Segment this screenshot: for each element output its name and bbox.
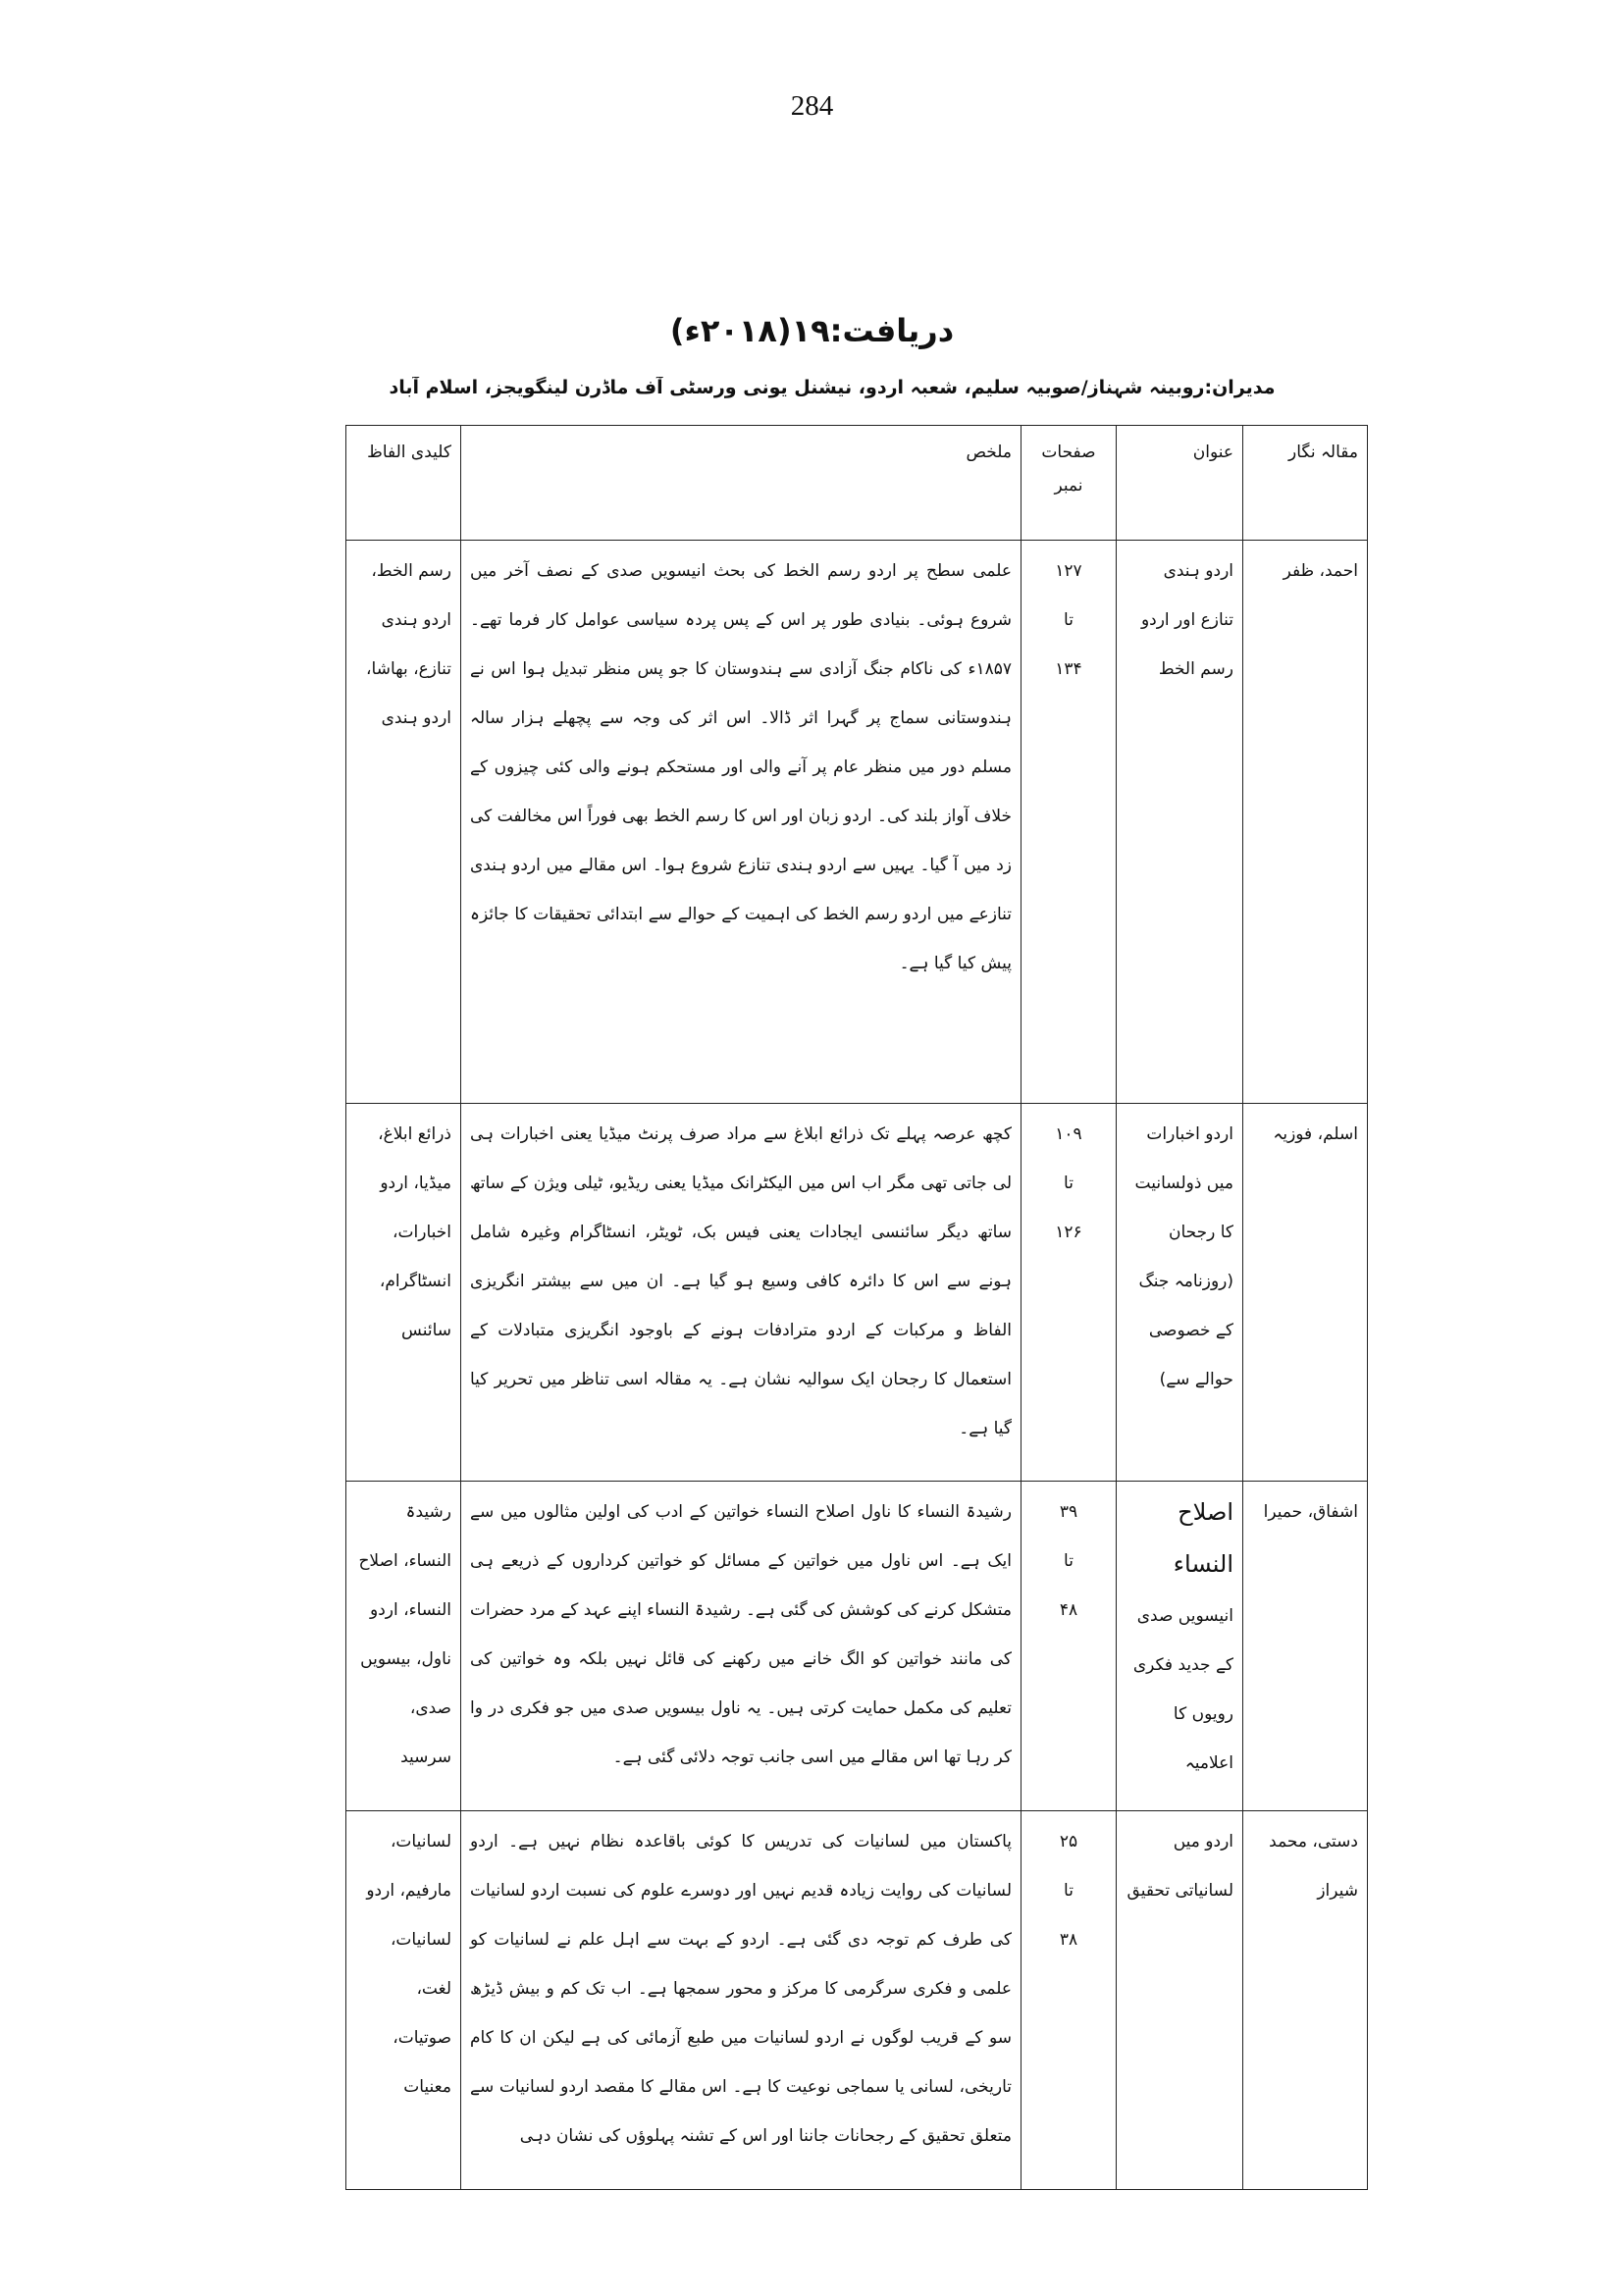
table-row bbox=[346, 541, 1368, 1104]
page-to: ۱۲۶ bbox=[1055, 1223, 1082, 1242]
keywords-cell: رسم الخط، اردو ہندی تنازع، بھاشا، اردو ہندی bbox=[346, 541, 461, 1104]
pages-cell bbox=[1022, 1811, 1117, 2190]
page-to: ۳۸ bbox=[1059, 1930, 1078, 1950]
summary-cell: علمی سطح پر اردو رسم الخط کی بحث انیسویں صدی کے نصف آخر میں شروع ہوئی۔ بنیادی طور پر اس کے پس پردہ سیاسی عوامل کار فرما تھے۔ ۱۸۵۷ء کی ناکام جنگ آزادی سے ہندوستان کا جو پس منظر تبدیل ہوا اس نے ہندوستانی سماج پر گہرا اثر ڈالا۔ اس اثر کی وجہ سے پچھلے ہزار سالہ مسلم دور میں منظر عام پر آنے والی اور مستحکم ہونے والی کئی چیزوں کے خلاف آواز بلند کی۔ اردو زبان اور اس کا رسم الخط بھی فوراً اس مخالفت کی زد میں آ گیا۔ یہیں سے اردو ہندی تنازع شروع ہوا۔ اس مقالے میں اردو ہندی تنازعے میں اردو رسم الخط کی اہمیت کے حوالے سے ابتدائی تحقیقات کا جائزہ پیش کیا گیا ہے۔ bbox=[461, 541, 1022, 1104]
pages-cell bbox=[1022, 541, 1117, 1104]
pages-cell bbox=[1022, 1104, 1117, 1482]
page-from: ۲۵ bbox=[1059, 1832, 1078, 1852]
header-title: عنوان bbox=[1117, 426, 1243, 541]
summary-cell: رشیدۃ النساء کا ناول اصلاح النساء خواتین کے ادب کی اولین مثالوں میں سے ایک ہے۔ اس ناول میں خواتین کے مسائل کو خواتین کرداروں کے ذریعے ہی متشکل کرنے کی کوشش کی گئی ہے۔ رشیدۃ النساء اپنے عہد کے مرد حضرات کی مانند خواتین کو الگ خانے میں رکھنے کی قائل نہیں بلکہ وہ خواتین کی تعلیم کی مکمل حمایت کرتی ہیں۔ یہ ناول بیسویں صدی میں جو فکری در وا کر رہا تھا اس مقالے میں اسی جانب توجہ دلائی گئی ہے۔ bbox=[461, 1482, 1022, 1811]
journal-title: دریافت:۱۹(۲۰۱۸ء) bbox=[669, 312, 955, 349]
author-cell: اشفاق، حمیرا bbox=[1243, 1482, 1368, 1811]
page-to: ۴۸ bbox=[1059, 1600, 1078, 1620]
author-cell: اسلم، فوزیہ bbox=[1243, 1104, 1368, 1482]
title-main: اصلاح النساء bbox=[1173, 1498, 1233, 1578]
title-cell: اردو میں لسانیاتی تحقیق bbox=[1117, 1811, 1243, 2190]
table-row bbox=[346, 1811, 1368, 2190]
keywords-cell: رشیدۃ النساء، اصلاح النساء، اردو ناول، بیسویں صدی، سرسید bbox=[346, 1482, 461, 1811]
title-cell: اردو ہندی تنازع اور اردو رسم الخط bbox=[1117, 541, 1243, 1104]
keywords-cell: لسانیات، مارفیم، اردو لسانیات، لغت، صوتیات، معنیات bbox=[346, 1811, 461, 2190]
header-summary: ملخص bbox=[461, 426, 1022, 541]
title-cell: اردو اخبارات میں ذولسانیت کا رجحان (روزنامہ جنگ کے خصوصی حوالے سے) bbox=[1117, 1104, 1243, 1482]
title-cell bbox=[1117, 1482, 1243, 1811]
table-header-row bbox=[346, 426, 1368, 541]
header-author: مقالہ نگار bbox=[1243, 426, 1368, 541]
title-sub: انیسویں صدی کے جدید فکری رویوں کا اعلامیہ bbox=[1132, 1606, 1233, 1773]
keywords-cell: ذرائع ابلاغ، میڈیا، اردو اخبارات، انسٹاگرام، سائنس bbox=[346, 1104, 461, 1482]
page-to-label: تا bbox=[1064, 1881, 1074, 1901]
page-to-label: تا bbox=[1064, 1174, 1074, 1193]
page-to: ۱۳۴ bbox=[1055, 659, 1082, 679]
header-keywords: کلیدی الفاظ bbox=[346, 426, 461, 541]
author-cell: دستی، محمد شیراز bbox=[1243, 1811, 1368, 2190]
table-row bbox=[346, 1104, 1368, 1482]
page-to-label: تا bbox=[1064, 1551, 1074, 1571]
page-number: 284 bbox=[790, 90, 834, 122]
summary-cell: کچھ عرصہ پہلے تک ذرائع ابلاغ سے مراد صرف پرنٹ میڈیا یعنی اخبارات ہی لی جاتی تھی مگر اب اس میں الیکٹرانک میڈیا یعنی ریڈیو، ٹیلی ویژن کے ساتھ ساتھ دیگر سائنسی ایجادات یعنی فیس بک، ٹویٹر، انسٹاگرام وغیرہ شامل ہونے سے اس کا دائرہ کافی وسیع ہو گیا ہے۔ ان میں سے بیشتر انگریزی الفاظ و مرکبات کے اردو مترادفات ہونے کے باوجود انگریزی متبادلات کے استعمال کا رجحان ایک سوالیہ نشان ہے۔ یہ مقالہ اسی تناظر میں تحریر کیا گیا ہے۔ bbox=[461, 1104, 1022, 1482]
author-cell: احمد، ظفر bbox=[1243, 541, 1368, 1104]
page-from: ۱۰۹ bbox=[1055, 1124, 1082, 1144]
table-row bbox=[346, 1482, 1368, 1811]
header-pages: صفحات نمبر bbox=[1022, 426, 1117, 541]
page-to-label: تا bbox=[1064, 610, 1074, 630]
editors-line: مدیران:روبینہ شہناز/صوبیہ سلیم، شعبہ اردو، نیشنل یونی ورسٹی آف ماڈرن لینگویجز، اسلام آباد bbox=[389, 377, 1276, 398]
page-from: ۱۲۷ bbox=[1055, 561, 1082, 581]
page-from: ۳۹ bbox=[1059, 1502, 1078, 1522]
summary-cell: پاکستان میں لسانیات کی تدریس کا کوئی باقاعدہ نظام نہیں ہے۔ اردو لسانیات کی روایت زیادہ قدیم نہیں اور دوسرے علوم کی نسبت اردو لسانیات کی طرف کم توجہ دی گئی ہے۔ اردو کے بہت سے اہل علم نے لسانیات کو علمی و فکری سرگرمی کا مرکز و محور سمجھا ہے۔ اب تک کم و بیش ڈیڑھ سو کے قریب لوگوں نے اردو لسانیات میں طبع آزمائی کی ہے لیکن ان کا کام تاریخی، لسانی یا سماجی نوعیت کا ہے۔ اس مقالے کا مقصد اردو لسانیات سے متعلق تحقیق کے رجحانات جاننا اور اس کے تشنہ پہلوؤں کی نشان دہی bbox=[461, 1811, 1022, 2190]
index-table bbox=[345, 425, 1368, 2190]
pages-cell bbox=[1022, 1482, 1117, 1811]
